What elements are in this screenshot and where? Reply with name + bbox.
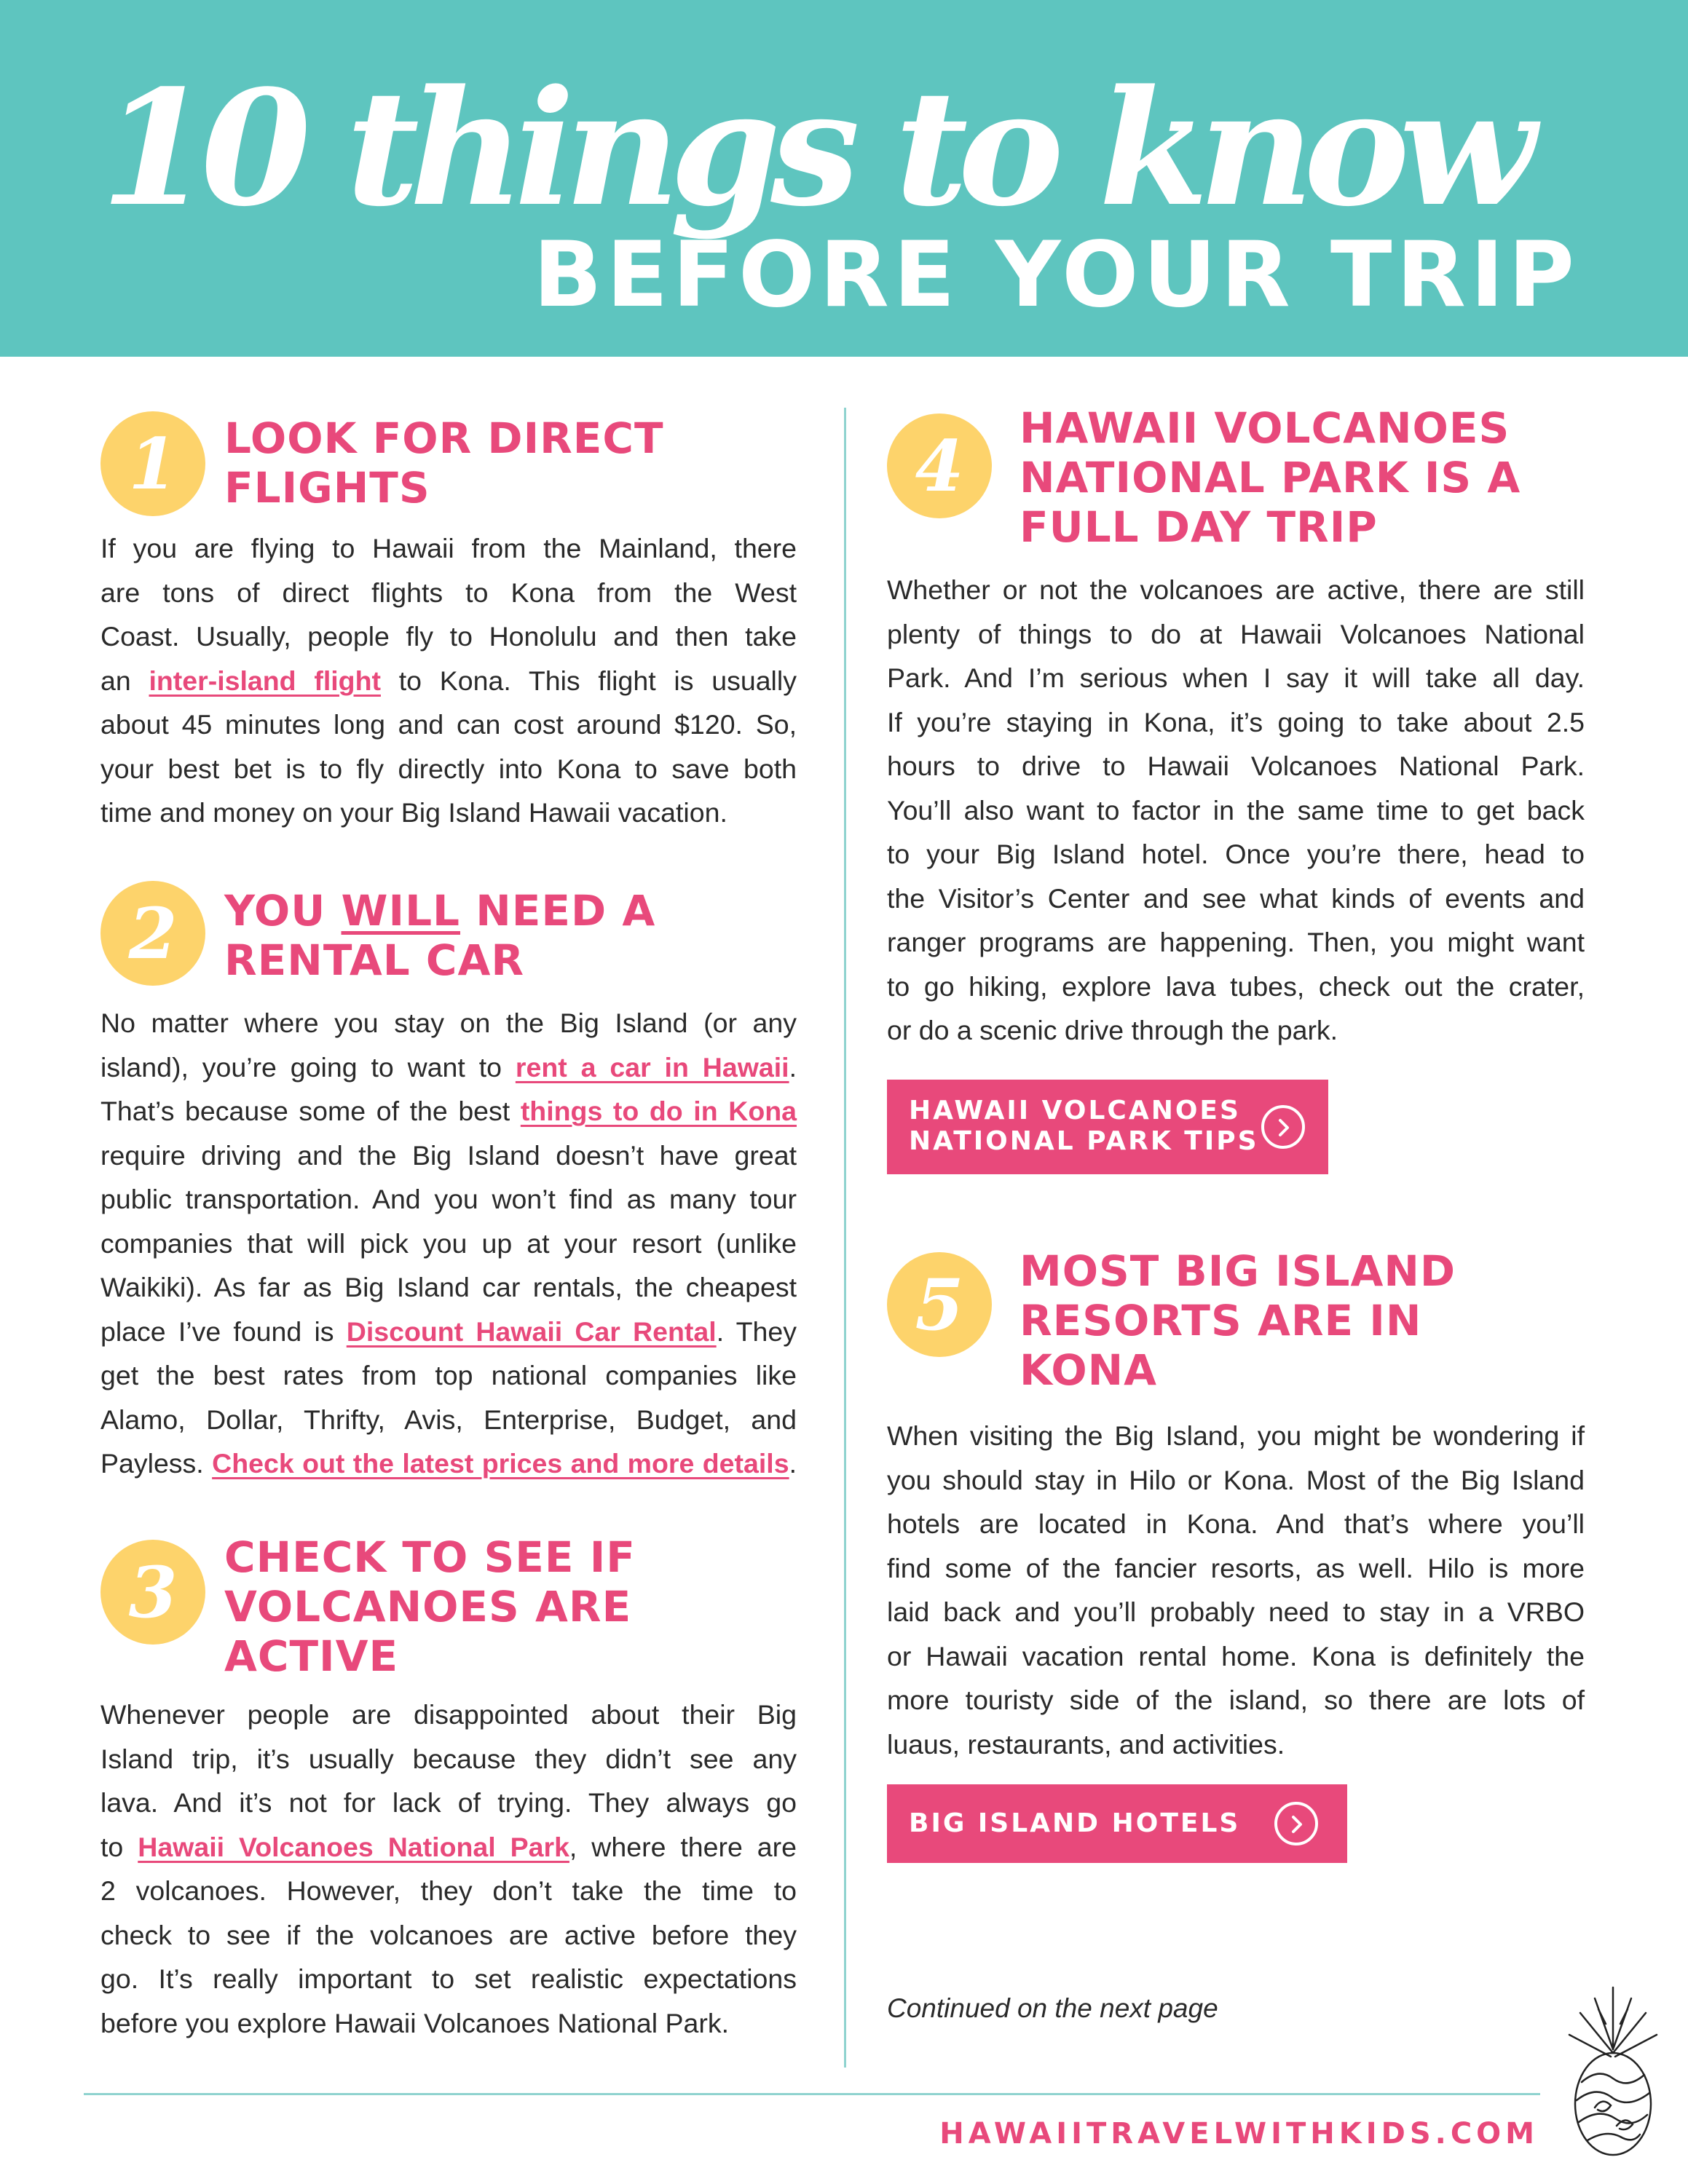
column-divider: [844, 408, 846, 2068]
title-line: KONA: [1019, 1345, 1158, 1395]
body-line: get the best rates from top national companies like: [100, 1360, 797, 1390]
button-label: BIG ISLAND HOTELS: [909, 1808, 1241, 1838]
text: an: [100, 665, 149, 696]
body-line: go. It’s really important to set realistic expectations: [100, 1963, 797, 1994]
body-line: before you explore Hawaii Volcanoes National Park.: [100, 2007, 729, 2038]
body-line: Park. And I’m serious when I say it will take all day.: [887, 662, 1585, 693]
body-line: [100, 659, 797, 703]
body-line: companies that will pick you up at your resort (unlike: [100, 1227, 797, 1259]
title-line: [224, 886, 655, 935]
body-line: Whenever people are disappointed about their Big: [100, 1699, 797, 1730]
big-island-hotels-button[interactable]: [887, 1784, 1347, 1863]
body-line: Island trip, it’s usually because they didn’t see any: [100, 1743, 797, 1774]
section-title: [224, 414, 664, 513]
section-body: [887, 1414, 1585, 1766]
body-line: about 45 minutes long and can cost around $120. So,: [100, 709, 797, 740]
body-line: find some of the fancier resorts, as well. Hilo is more: [887, 1552, 1585, 1583]
discount-car-rental-link[interactable]: Discount Hawaii Car Rental: [346, 1315, 717, 1347]
inter-island-flight-link[interactable]: inter-island flight: [149, 665, 381, 696]
body-line: [100, 1089, 797, 1133]
section-title: [1019, 403, 1521, 552]
section-body: [100, 1693, 797, 2045]
body-line: plenty of things to do at Hawaii Volcanoes National: [887, 618, 1585, 649]
title-line: NATIONAL PARK IS A: [1019, 453, 1521, 502]
number-badge: 3: [100, 1540, 205, 1645]
emphasis-will: WILL: [341, 886, 461, 935]
title-line: LOOK FOR DIRECT: [224, 414, 664, 463]
continued-note: Continued on the next page: [887, 1993, 1218, 2023]
body-line: lava. And it’s not for lack of trying. They always go: [100, 1787, 797, 1818]
body-line: laid back and you’ll probably need to stay in a VRBO: [887, 1597, 1585, 1627]
body-line: hours to drive to Hawaii Volcanoes National Park.: [887, 751, 1585, 781]
latest-prices-link[interactable]: Check out the latest prices and more details: [212, 1448, 789, 1479]
body-line: If you are flying to Hawaii from the Mainland, there: [100, 533, 797, 563]
body-line: Whether or not the volcanoes are active, there are still: [887, 574, 1585, 605]
button-label-line: HAWAII VOLCANOES: [909, 1096, 1241, 1125]
body-line: more touristy side of the island, so there are lots of: [887, 1685, 1585, 1715]
text: .: [789, 1051, 797, 1083]
text: That’s because some of the best: [100, 1096, 521, 1126]
body-line: to your Big Island hotel. Once you’re there, head to: [887, 839, 1585, 869]
chevron-right-circle-icon: [1261, 1105, 1305, 1149]
title-line: FULL DAY TRIP: [1019, 502, 1378, 552]
title-line: HAWAII VOLCANOES: [1019, 403, 1510, 453]
text: NEED A: [460, 886, 656, 935]
button-label-line: NATIONAL PARK TIPS: [909, 1126, 1259, 1156]
volcanoes-park-tips-button[interactable]: [887, 1080, 1328, 1174]
body-line: 2 volcanoes. However, they don’t take the time to: [100, 1875, 797, 1906]
body-line: If you’re staying in Kona, it’s going to take about 2.5: [887, 706, 1585, 737]
section-title: [224, 886, 655, 985]
body-line: you should stay in Hilo or Kona. Most of the Big Island: [887, 1464, 1585, 1495]
section-title: [1019, 1246, 1456, 1395]
chevron-right-circle-icon: [1274, 1802, 1318, 1845]
number-badge: 5: [887, 1252, 992, 1357]
text: to Kona. This flight is usually: [380, 665, 797, 696]
page-title-script: 10 things to know: [100, 55, 1526, 242]
body-line: to go hiking, explore lava tubes, check out the crater,: [887, 970, 1585, 1002]
title-line: VOLCANOES ARE: [224, 1582, 632, 1631]
title-line: RESORTS ARE IN: [1019, 1296, 1422, 1345]
title-line: CHECK TO SEE IF: [224, 1532, 636, 1582]
page-title-caps: BEFORE YOUR TRIP: [533, 223, 1579, 328]
body-line: are tons of direct flights to Kona from the West: [100, 577, 797, 608]
section-title: [224, 1532, 636, 1681]
text: Payless.: [100, 1448, 213, 1479]
section-body: [100, 526, 797, 835]
text: .: [789, 1448, 797, 1479]
body-line: check to see if the volcanoes are active before they: [100, 1919, 797, 1950]
body-line: Waikiki). As far as Big Island car rentals, the cheapest: [100, 1272, 797, 1302]
body-line: or do a scenic drive through the park.: [887, 1015, 1338, 1045]
footer-website-link[interactable]: HAWAIITRAVELWITHKIDS.COM: [939, 2117, 1539, 2151]
body-line: the Visitor’s Center and see what kinds of events and: [887, 882, 1585, 914]
body-line: require driving and the Big Island doesn’t have great: [100, 1139, 797, 1171]
body-line: Coast. Usually, people fly to Honolulu and then take: [100, 621, 797, 652]
body-line: No matter where you stay on the Big Island (or any: [100, 1008, 797, 1038]
body-line: You’ll also want to factor in the same time to get back: [887, 794, 1585, 826]
section-body: [887, 568, 1585, 1053]
body-line: your best bet is to fly directly into Kona to save both: [100, 753, 797, 784]
body-line: Alamo, Dollar, Thrifty, Avis, Enterprise, Budget, and: [100, 1404, 797, 1435]
number-badge: 1: [100, 411, 205, 516]
text: , where there are: [569, 1831, 797, 1862]
body-line: [100, 1825, 797, 1870]
text: YOU: [224, 886, 342, 935]
body-line: [100, 1310, 797, 1354]
title-line: MOST BIG ISLAND: [1019, 1246, 1456, 1296]
body-line: hotels are located in Kona. And that’s where you’ll: [887, 1508, 1585, 1539]
text: island), you’re going to want to: [100, 1051, 516, 1083]
body-line: luaus, restaurants, and activities.: [887, 1728, 1285, 1760]
body-line: [100, 1441, 797, 1486]
body-line: public transportation. And you won’t find as many tour: [100, 1184, 797, 1214]
title-line: RENTAL CAR: [224, 935, 525, 985]
number-badge: 4: [887, 414, 992, 518]
text: to: [100, 1831, 138, 1862]
number-badge: 2: [100, 881, 205, 986]
volcanoes-park-link[interactable]: Hawaii Volcanoes National Park: [138, 1831, 569, 1862]
footer-divider: [84, 2093, 1540, 2095]
body-line: or Hawaii vacation rental home. Kona is definitely the: [887, 1640, 1585, 1671]
body-line: ranger programs are happening. Then, you might want: [887, 927, 1585, 957]
body-line: time and money on your Big Island Hawaii vacation.: [100, 797, 727, 828]
pineapple-logo-icon: [1566, 1980, 1660, 2162]
text: . They: [716, 1315, 797, 1347]
things-to-do-kona-link[interactable]: things to do in Kona: [520, 1096, 797, 1126]
title-line: FLIGHTS: [224, 463, 430, 513]
body-line: [100, 1045, 797, 1090]
body-line: When visiting the Big Island, you might be wondering if: [887, 1420, 1585, 1451]
header-banner: [0, 0, 1688, 357]
title-line: ACTIVE: [224, 1631, 399, 1681]
section-body: [100, 1001, 797, 1486]
rent-a-car-link[interactable]: rent a car in Hawaii: [515, 1051, 789, 1083]
text: place I’ve found is: [100, 1315, 347, 1347]
